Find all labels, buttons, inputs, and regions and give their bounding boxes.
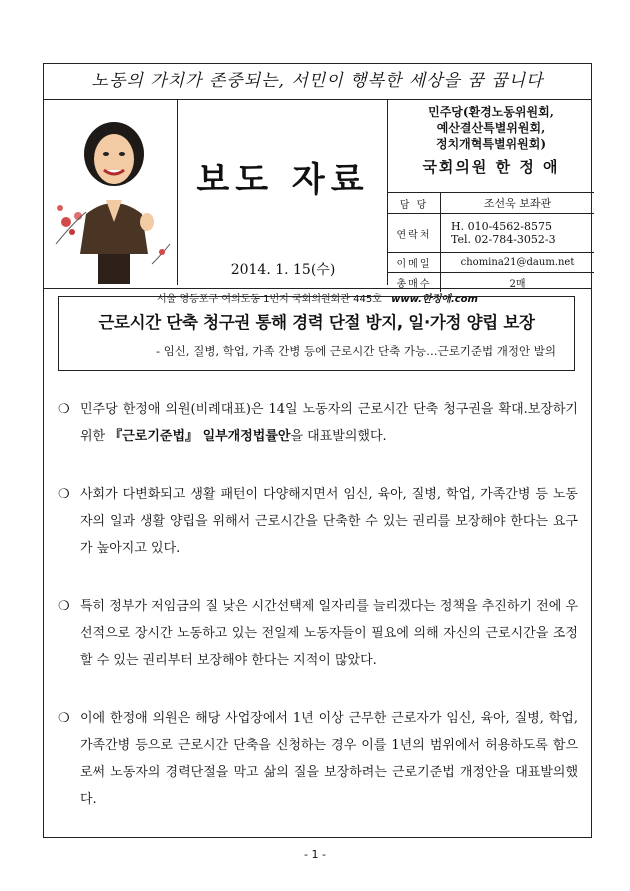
bullet-circle-icon: ❍ bbox=[58, 487, 70, 502]
bullet-circle-icon: ❍ bbox=[58, 711, 70, 726]
paragraph bbox=[58, 396, 578, 450]
page-title: 보도 자료 bbox=[196, 160, 370, 200]
contact-row-manager bbox=[388, 193, 594, 214]
bullet-circle-icon: ❍ bbox=[58, 402, 70, 417]
party-line-1: 민주당(환경노동위원회, bbox=[428, 105, 554, 119]
paragraph-text: 민주당 한정애 의원(비례대표)은 14일 노동자의 근로시간 단축 청구권을 확대.보장하기 위한 bbox=[80, 402, 578, 444]
contact-label: 담 당 bbox=[388, 193, 441, 214]
contact-label: 총매수 bbox=[388, 273, 441, 293]
caricature-portrait bbox=[52, 104, 172, 289]
office-address: 서울 영등포구 여의도동 1번지 국회의원회관 445호 bbox=[157, 294, 382, 305]
page-number: - 1 - bbox=[304, 848, 326, 861]
bullet-circle-icon: ❍ bbox=[58, 599, 70, 614]
member-name: 국회의원 한 정 애 bbox=[422, 158, 560, 176]
press-release-frame bbox=[43, 63, 592, 838]
paragraph-text: 을 대표발의했다. bbox=[290, 429, 387, 444]
phone-mobile: H. 010-4562-8575 bbox=[451, 220, 553, 233]
email-link[interactable]: chomina21@daum.net bbox=[441, 253, 595, 273]
phone-office: Tel. 02-784-3052-3 bbox=[451, 233, 556, 246]
title-block bbox=[177, 100, 388, 285]
bill-name: 『근로기준법』 일부개정법률안 bbox=[109, 429, 291, 444]
article-body bbox=[58, 396, 578, 844]
slogan: 노동의 가치가 존중되는, 서민이 행복한 세상을 꿈 꿉니다 bbox=[91, 71, 544, 91]
party-line-2: 예산결산특별위원회, bbox=[436, 121, 546, 135]
party-affiliation bbox=[388, 100, 594, 152]
header bbox=[44, 100, 591, 320]
headline: 근로시간 단축 청구권 통해 경력 단절 방지, 일·가정 양립 보장 bbox=[98, 313, 535, 332]
paragraph bbox=[58, 593, 578, 674]
paragraph-text: 특히 정부가 저임금의 질 낮은 시간선택제 일자리를 늘리겠다는 정책을 추진하기 전에 우선적으로 장시간 노동하고 있는 전일제 노동자들이 필요에 의해 자신의 근로시간을 조정할 수 있는 권리부터 보장해야 한다는 지적이 많았다. bbox=[80, 599, 578, 668]
release-date: 2014. 1. 15(수) bbox=[230, 262, 336, 278]
info-block bbox=[387, 100, 594, 290]
contact-label: 연락처 bbox=[388, 214, 441, 253]
contact-label: 이메일 bbox=[388, 253, 441, 273]
contact-row-phone bbox=[388, 214, 594, 253]
subheadline: - 임신, 질병, 학업, 가족 간병 등에 근로시간 단축 가능…근로기준법 개정안 발의 bbox=[156, 344, 556, 358]
contact-value: 조선욱 보좌관 bbox=[441, 193, 595, 214]
paragraph bbox=[58, 481, 578, 562]
page-count: 2매 bbox=[441, 273, 595, 293]
contact-row-email bbox=[388, 253, 594, 273]
contact-table bbox=[388, 192, 594, 292]
paragraph bbox=[58, 705, 578, 813]
party-line-3: 정치개혁특별위원회) bbox=[435, 137, 546, 151]
paragraph-text: 이에 한정애 의원은 해당 사업장에서 1년 이상 근무한 근로자가 임신, 육아, 질병, 학업, 가족간병 등으로 근로시간 단축을 신청하는 경우 이를 1년의 범위에서 허용하도록 함으로써 노동자의 경력단절을 막고 삶의 질을 보장하려는 근로기준법 개정안을 대표발의했다. bbox=[80, 711, 578, 807]
headline-box bbox=[58, 296, 575, 371]
paragraph-text: 사회가 다변화되고 생활 패턴이 다양해지면서 임신, 육아, 질병, 학업, 가족간병 등 노동자의 일과 생활 양립을 위해서 근로시간을 단축한 수 있는 권리를 보장해야 한다는 요구가 높아지고 있다. bbox=[80, 487, 578, 556]
website-link[interactable]: www.한정애.com bbox=[391, 294, 478, 305]
